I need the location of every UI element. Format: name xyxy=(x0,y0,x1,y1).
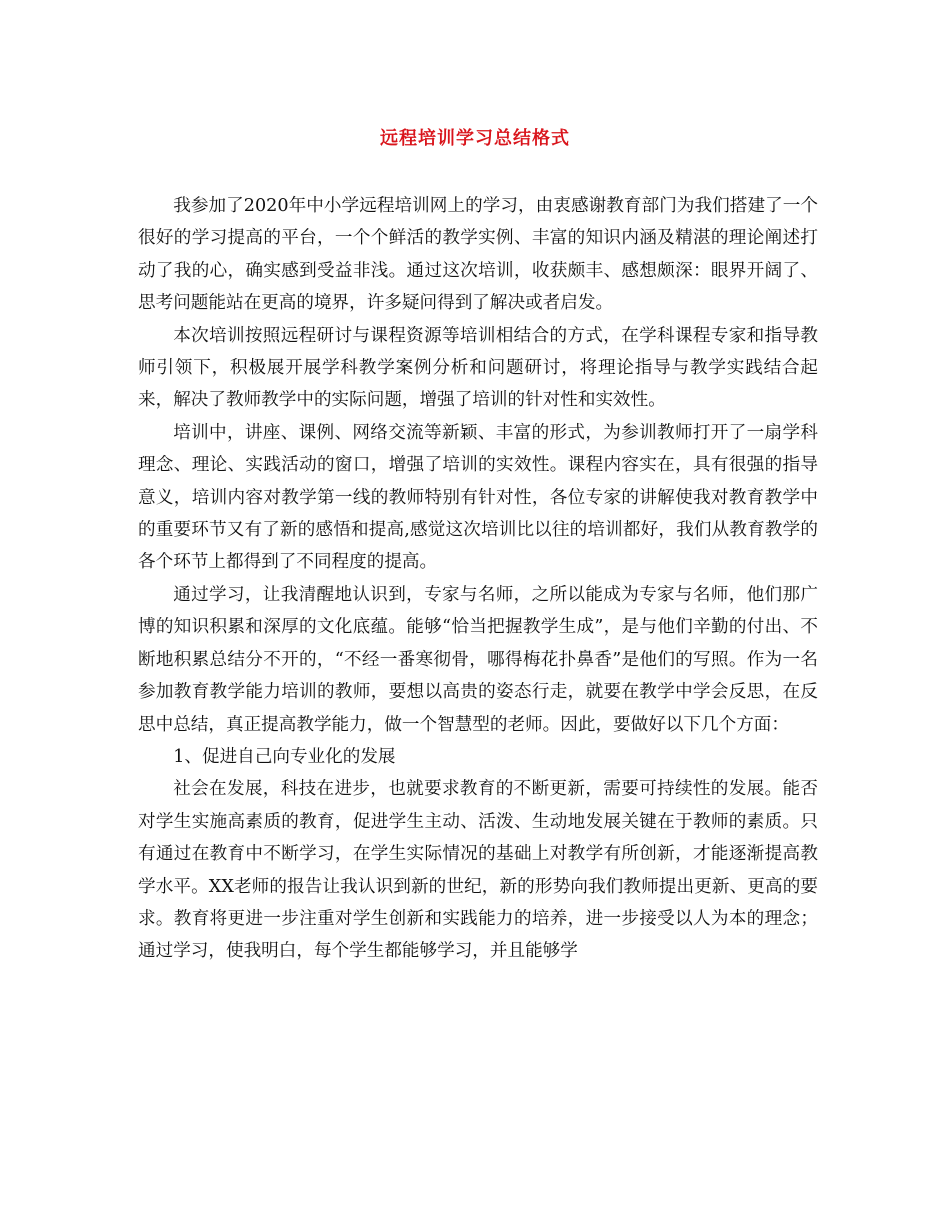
paragraph: 本次培训按照远程研讨与课程资源等培训相结合的方式，在学科课程专家和指导教师引领下，积极展开展学科教学案例分析和问题研讨，将理论指导与教学实践结合起来，解决了教师教学中的实际问题，增强了培训的针对性和实效性。 xyxy=(138,325,818,411)
section-heading: 1、促进自己向专业化的发展 xyxy=(173,746,396,767)
paragraph: 通过学习，让我清醒地认识到，专家与名师，之所以能成为专家与名师，他们那广博的知识积累和深厚的文化底蕴。能够“恰当把握教学生成”，是与他们辛勤的付出、不断地积累总结分不开的，“不经一番寒彻骨，哪得梅花扑鼻香”是他们的写照。作为一名参加教育教学能力培训的教师，要想以高贵的姿态行走，就要在教学中学会反思，在反思中总结，真正提高教学能力，做一个智慧型的老师。因此，要做好以下几个方面： xyxy=(138,584,818,735)
document-body xyxy=(138,190,818,968)
paragraph: 社会在发展，科技在进步，也就要求教育的不断更新，需要可持续性的发展。能否对学生实施高素质的教育，促进学生主动、活泼、生动地发展关键在于教师的素质。只有通过在教育中不断学习，在学生实际情况的基础上对教学有所创新，才能逐渐提高教学水平。XX老师的报告让我认识到新的世纪，新的形势向我们教师提出更新、更高的要求。教育将更进一步注重对学生创新和实践能力的培养，进一步接受以人为本的理念；通过学习，使我明白，每个学生都能够学习，并且能够学 xyxy=(138,779,818,962)
document-title: 远程培训学习总结格式 xyxy=(380,128,570,149)
paragraph: 我参加了2020年中小学远程培训网上的学习，由衷感谢教育部门为我们搭建了一个很好的学习提高的平台，一个个鲜活的教学实例、丰富的知识内涵及精湛的理论阐述打动了我的心，确实感到受益非浅。通过这次培训，收获颇丰、感想颇深：眼界开阔了、思考问题能站在更高的境界，许多疑问得到了解决或者启发。 xyxy=(138,196,818,314)
paragraph: 培训中，讲座、课例、网络交流等新颖、丰富的形式，为参训教师打开了一扇学科理念、理论、实践活动的窗口，增强了培训的实效性。课程内容实在，具有很强的指导意义，培训内容对教学第一线的教师特别有针对性，各位专家的讲解使我对教育教学中的重要环节又有了新的感悟和提高,感觉这次培训比以往的培训都好，我们从教育教学的各个环节上都得到了不同程度的提高。 xyxy=(138,422,818,573)
